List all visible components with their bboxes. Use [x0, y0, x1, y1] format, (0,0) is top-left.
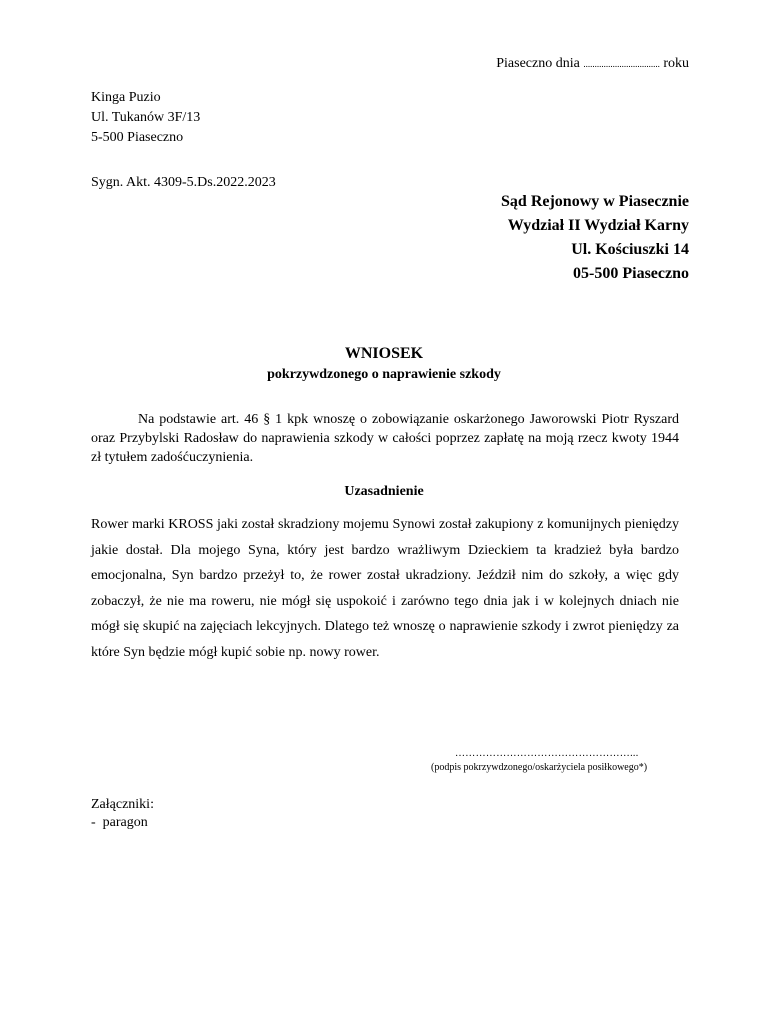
attachment-text: paragon	[102, 815, 148, 830]
request-paragraph: Na podstawie art. 46 § 1 kpk wnoszę o zobowiązanie oskarżonego Jaworowski Piotr Ryszard oraz Przybylski Radosław do naprawienia szkody w całości poprzez zapłatę na moją rzecz kwoty 1944 zł tytułem zadośćuczynienia.	[91, 412, 679, 465]
document-title: WNIOSEK	[344, 345, 424, 362]
date-line	[496, 56, 689, 72]
sender-city: 5-500 Piaseczno	[91, 130, 184, 145]
recipient-line-3: Ul. Kościuszki 14	[571, 241, 689, 258]
case-number: Sygn. Akt. 4309-5.Ds.2022.2023	[91, 175, 276, 190]
attachment-item	[91, 814, 154, 832]
attachments-block	[91, 796, 154, 832]
recipient-block	[501, 190, 689, 286]
attachment-bullet: -	[91, 815, 96, 830]
date-suffix: roku	[663, 56, 689, 71]
date-dots: ..................................	[583, 59, 660, 69]
justification-paragraph: Rower marki KROSS jaki został skradziony mojemu Synowi został zakupiony z komunijnych pieniędzy jakie dostał. Dla mojego Syna, który jest bardzo wrażliwym Dzieckiem ta kradzież była bardzo emocjonalna, Syn bardzo przeżył to, że rower został ukradziony. Jeździł nim do szkoły, a więc gdy zobaczył, że nie ma roweru, nie mógł się uspokoić i zarówno tego dnia jak i w kolejnych dniach nie mógł się skupić na zajęciach lekcyjnych. Dlatego też wnoszę o naprawienie szkody i zwrot pieniędzy za które Syn będzie mógł kupić sobie np. nowy rower.	[91, 517, 679, 660]
justification-heading: Uzasadnienie	[344, 484, 424, 499]
sender-street: Ul. Tukanów 3F/13	[91, 110, 201, 125]
sender-name: Kinga Puzio	[91, 90, 161, 105]
sender-block	[91, 88, 200, 148]
signature-caption: (podpis pokrzywdzonego/oskarżyciela posiłkowego*)	[431, 762, 648, 773]
recipient-line-1: Sąd Rejonowy w Piasecznie	[501, 193, 689, 210]
attachments-label: Załączniki:	[91, 797, 154, 812]
signature-line: ……………………………………………...	[455, 748, 639, 759]
recipient-line-4: 05-500 Piaseczno	[573, 265, 689, 282]
date-prefix: Piaseczno dnia	[496, 56, 580, 71]
document-subtitle: pokrzywdzonego o naprawienie szkody	[267, 367, 501, 382]
recipient-line-2: Wydział II Wydział Karny	[507, 217, 689, 234]
